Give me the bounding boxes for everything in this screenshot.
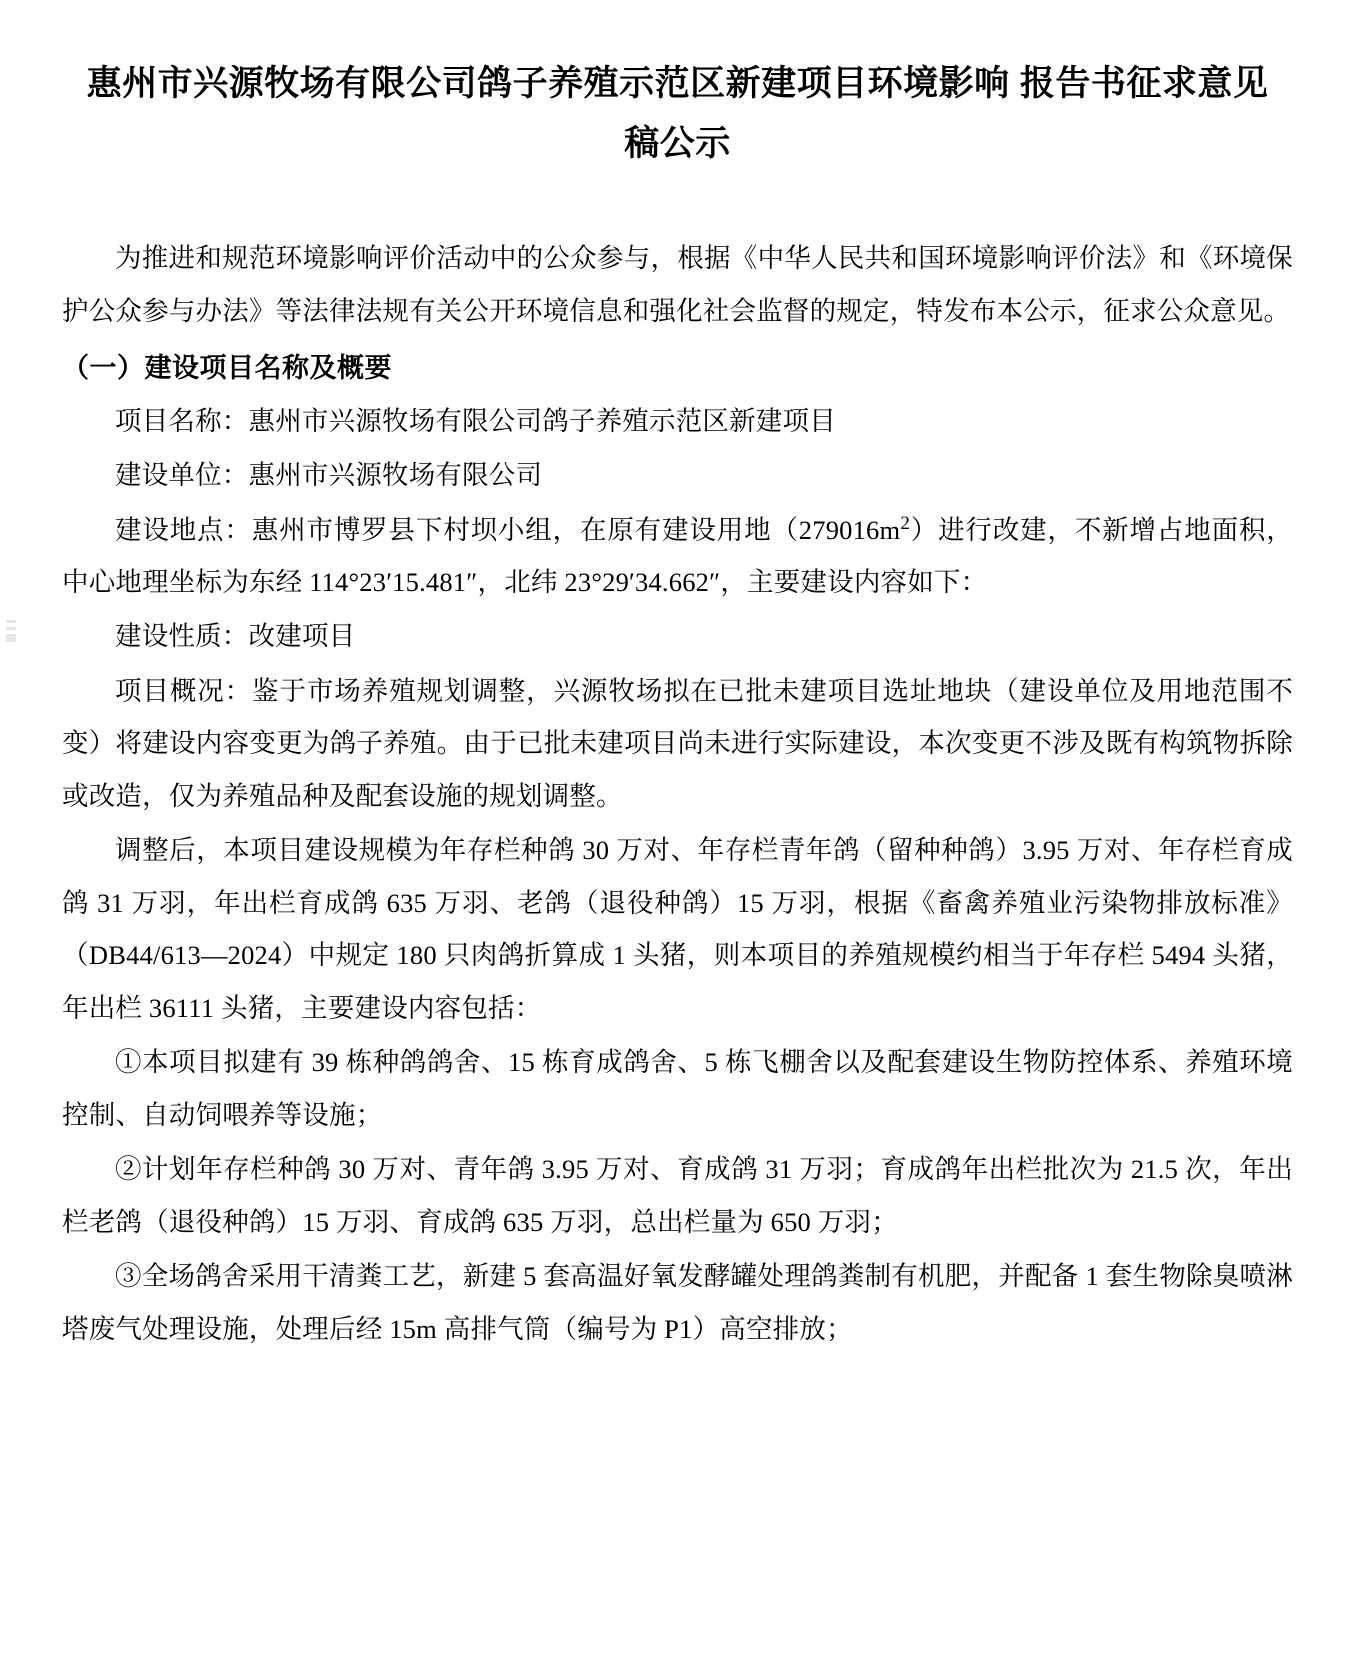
project-scale-paragraph: 调整后，本项目建设规模为年存栏种鸽 30 万对、年存栏青年鸽（留种种鸽）3.95 万对、年存栏育成鸽 31 万羽，年出栏育成鸽 635 万羽、老鸽（退役种鸽）15 万羽，根据《畜禽养殖业污染物排放标准》（DB44/613—2024）中规定 180 只肉鸽折算成 1 头猪，则本项目的养殖规模约相当于年存栏 5494 头猪，年出栏 36111 头猪，主要建设内容包括： [62, 835, 1293, 1023]
intro-paragraph: 为推进和规范环境影响评价活动中的公众参与，根据《中华人民共和国环境影响评价法》和《环境保护公众参与办法》等法律法规有关公开环境信息和强化社会监督的规定，特发布本公示，征求公众意见。 [62, 243, 1293, 326]
page-title-line-2: 报告书征求意见稿公示 [624, 64, 1269, 164]
page-title-line-1: 惠州市兴源牧场有限公司鸽子养殖示范区新建项目环境影响 [86, 64, 1010, 103]
page-title [86, 54, 1269, 174]
location-text-part-2: ）进行改建，不新增占地面积，中心地理坐标为东经 114°23′15.481″，北纬 23°29′34.662″，主要建设内容如下： [62, 514, 1293, 598]
content-item-1: ①本项目拟建有 39 栋种鸽鸽舍、15 栋育成鸽舍、5 栋飞棚舍以及配套建设生物防控体系、养殖环境控制、自动饲喂养等设施； [62, 1047, 1293, 1130]
location-text-part-1: 建设地点：惠州市博罗县下村坝小组，在原有建设用地（279016m [115, 514, 901, 545]
document-body [62, 232, 1293, 1355]
section-heading-1: （一）建设项目名称及概要 [62, 353, 392, 384]
project-overview-paragraph: 项目概况：鉴于市场养殖规划调整，兴源牧场拟在已批未建项目选址地块（建设单位及用地范围不变）将建设内容变更为鸽子养殖。由于已批未建项目尚未进行实际建设，本次变更不涉及既有构筑物拆除或改造，仅为养殖品种及配套设施的规划调整。 [62, 675, 1293, 811]
construction-unit-line: 建设单位：惠州市兴源牧场有限公司 [115, 460, 543, 491]
scan-edge-mark [6, 620, 16, 642]
content-item-2: ②计划年存栏种鸽 30 万对、青年鸽 3.95 万对、育成鸽 31 万羽；育成鸽年出栏批次为 21.5 次，年出栏老鸽（退役种鸽）15 万羽、育成鸽 635 万羽，总出栏量为 650 万羽； [62, 1154, 1293, 1237]
project-name-line: 项目名称：惠州市兴源牧场有限公司鸽子养殖示范区新建项目 [115, 405, 836, 436]
content-item-3: ③全场鸽舍采用干清粪工艺，新建 5 套高温好氧发酵罐处理鸽粪制有机肥，并配备 1 套生物除臭喷淋塔废气处理设施，处理后经 15m 高排气筒（编号为 P1）高空排放； [62, 1261, 1293, 1344]
construction-location-line [62, 504, 1293, 609]
construction-nature-line: 建设性质：改建项目 [115, 621, 356, 652]
location-area-superscript: 2 [900, 512, 911, 534]
